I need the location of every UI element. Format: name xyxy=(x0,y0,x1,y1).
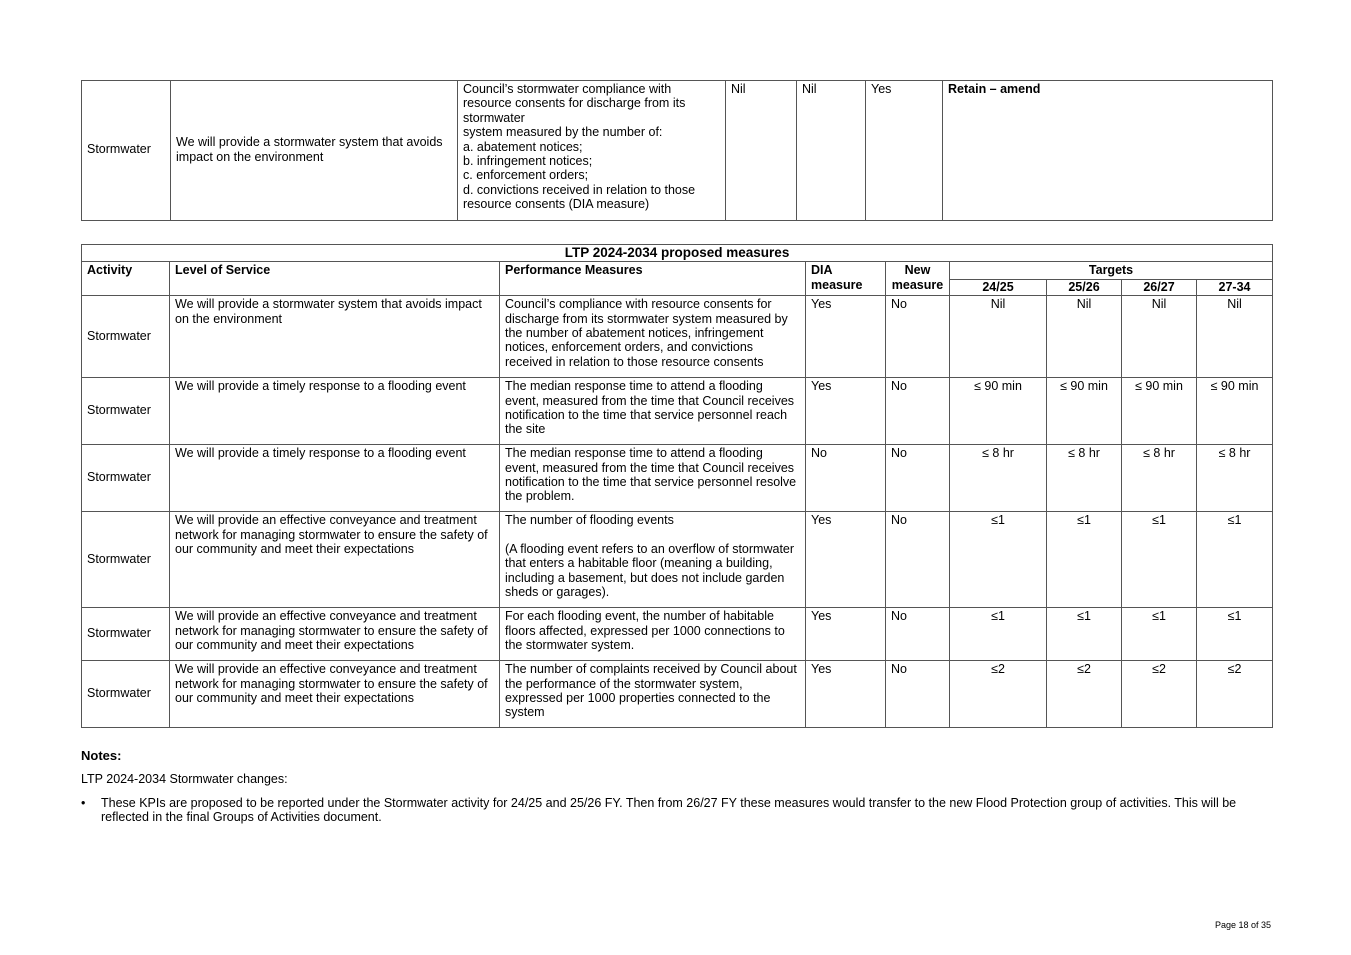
recommendation-cell: Retain – amend xyxy=(943,81,1273,221)
performance-measure-cell: For each flooding event, the number of habitable floors affected, expressed per 1000 connections to the stormwater system. xyxy=(500,608,806,661)
target-cell: ≤2 xyxy=(1047,661,1122,728)
header-year: 24/25 xyxy=(950,279,1047,295)
page-number: Page 18 of 35 xyxy=(1214,920,1271,930)
target-cell: ≤ 90 min xyxy=(1197,378,1273,445)
performance-measure-cell: The median response time to attend a flooding event, measured from the time that Council receives notification to the time that service personnel resolve the problem. xyxy=(500,445,806,512)
dia-cell: Yes xyxy=(806,296,886,378)
level-of-service-cell: We will provide a stormwater system that avoids impact on the environment xyxy=(171,81,458,221)
target-cell: ≤1 xyxy=(1047,608,1122,661)
value-cell: Nil xyxy=(726,81,797,221)
target-cell: ≤2 xyxy=(1197,661,1273,728)
header-year: 27-34 xyxy=(1197,279,1273,295)
header-year: 26/27 xyxy=(1122,279,1197,295)
table-row xyxy=(82,661,1273,728)
level-of-service-cell: We will provide an effective conveyance and treatment network for managing stormwater to ensure the safety of our community and meet their expectations xyxy=(170,512,500,608)
level-of-service-cell: We will provide a timely response to a flooding event xyxy=(170,445,500,512)
activity-cell: Stormwater xyxy=(82,661,170,728)
table-row xyxy=(82,81,1273,221)
table-row xyxy=(82,296,1273,378)
target-cell: ≤1 xyxy=(1197,512,1273,608)
header-dia-measure: DIA measure xyxy=(806,262,886,296)
target-cell: ≤2 xyxy=(1122,661,1197,728)
ltp-proposed-measures-table xyxy=(81,244,1273,728)
dia-cell: Yes xyxy=(806,512,886,608)
header-level-of-service: Level of Service xyxy=(170,262,500,296)
performance-measure-cell: The number of flooding events (A flooding event refers to an overflow of stormwater that enters a habitable floor (meaning a building, including a basement, but does not include garden sheds or garages). xyxy=(500,512,806,608)
target-cell: ≤ 8 hr xyxy=(1197,445,1273,512)
dia-cell: No xyxy=(806,445,886,512)
table-title: LTP 2024-2034 proposed measures xyxy=(82,245,1273,262)
new-cell: No xyxy=(886,378,950,445)
activity-cell: Stormwater xyxy=(82,81,171,221)
new-cell: No xyxy=(886,296,950,378)
level-of-service-cell: We will provide a stormwater system that avoids impact on the environment xyxy=(170,296,500,378)
performance-measure-cell: Council’s stormwater compliance with resource consents for discharge from its stormwater system measured by the number of: a. abatement notices; b. infringement notices; c. enforcement orders; d. convictions received in relation to those resource consents (DIA measure) xyxy=(458,81,726,221)
target-cell: ≤ 90 min xyxy=(1047,378,1122,445)
target-cell: ≤ 8 hr xyxy=(1122,445,1197,512)
notes-bullet-list xyxy=(81,796,1272,825)
dia-cell: Yes xyxy=(806,608,886,661)
table-row xyxy=(82,445,1273,512)
header-row xyxy=(82,262,1273,279)
target-cell: ≤ 8 hr xyxy=(950,445,1047,512)
new-cell: No xyxy=(886,512,950,608)
notes-heading: Notes: xyxy=(81,748,122,763)
list-item xyxy=(81,796,1272,825)
activity-cell: Stormwater xyxy=(82,608,170,661)
target-cell: ≤ 90 min xyxy=(1122,378,1197,445)
level-of-service-cell: We will provide an effective conveyance and treatment network for managing stormwater to ensure the safety of our community and meet their expectations xyxy=(170,661,500,728)
header-targets: Targets xyxy=(950,262,1273,279)
new-cell: No xyxy=(886,661,950,728)
target-cell: Nil xyxy=(950,296,1047,378)
level-of-service-cell: We will provide an effective conveyance and treatment network for managing stormwater to ensure the safety of our community and meet their expectations xyxy=(170,608,500,661)
bullet-icon: • xyxy=(81,796,86,810)
previous-measures-table xyxy=(81,80,1273,221)
header-activity: Activity xyxy=(82,262,170,296)
notes-intro: LTP 2024-2034 Stormwater changes: xyxy=(81,772,288,786)
target-cell: ≤1 xyxy=(1122,608,1197,661)
performance-measure-cell: Council’s compliance with resource consents for discharge from its stormwater system measured by the number of abatement notices, infringement notices, enforcement orders, and convictions received in relation to those resource consents xyxy=(500,296,806,378)
target-cell: ≤1 xyxy=(950,608,1047,661)
target-cell: Nil xyxy=(1197,296,1273,378)
target-cell: ≤2 xyxy=(950,661,1047,728)
header-new-measure: New measure xyxy=(886,262,950,296)
table-row xyxy=(82,608,1273,661)
table-title-row xyxy=(82,245,1273,262)
activity-cell: Stormwater xyxy=(82,512,170,608)
header-year: 25/26 xyxy=(1047,279,1122,295)
target-cell: ≤1 xyxy=(1197,608,1273,661)
performance-measure-cell: The number of complaints received by Council about the performance of the stormwater system, expressed per 1000 properties connected to the system xyxy=(500,661,806,728)
list-item-text: These KPIs are proposed to be reported under the Stormwater activity for 24/25 and 25/26 FY. Then from 26/27 FY these measures would transfer to the new Flood Protection group of activities. This will be reflected in the final Groups of Activities document. xyxy=(101,796,1237,825)
new-cell: No xyxy=(886,608,950,661)
table-row xyxy=(82,512,1273,608)
target-cell: ≤1 xyxy=(950,512,1047,608)
table-row xyxy=(82,378,1273,445)
dia-cell: Yes xyxy=(806,661,886,728)
activity-cell: Stormwater xyxy=(82,378,170,445)
target-cell: Nil xyxy=(1047,296,1122,378)
value-cell: Yes xyxy=(866,81,943,221)
header-performance-measures: Performance Measures xyxy=(500,262,806,296)
target-cell: ≤ 90 min xyxy=(950,378,1047,445)
target-cell: Nil xyxy=(1122,296,1197,378)
new-cell: No xyxy=(886,445,950,512)
target-cell: ≤1 xyxy=(1047,512,1122,608)
value-cell: Nil xyxy=(797,81,866,221)
performance-measure-cell: The median response time to attend a flooding event, measured from the time that Council receives notification to the time that service personnel reach the site xyxy=(500,378,806,445)
target-cell: ≤1 xyxy=(1122,512,1197,608)
target-cell: ≤ 8 hr xyxy=(1047,445,1122,512)
dia-cell: Yes xyxy=(806,378,886,445)
activity-cell: Stormwater xyxy=(82,445,170,512)
level-of-service-cell: We will provide a timely response to a flooding event xyxy=(170,378,500,445)
activity-cell: Stormwater xyxy=(82,296,170,378)
